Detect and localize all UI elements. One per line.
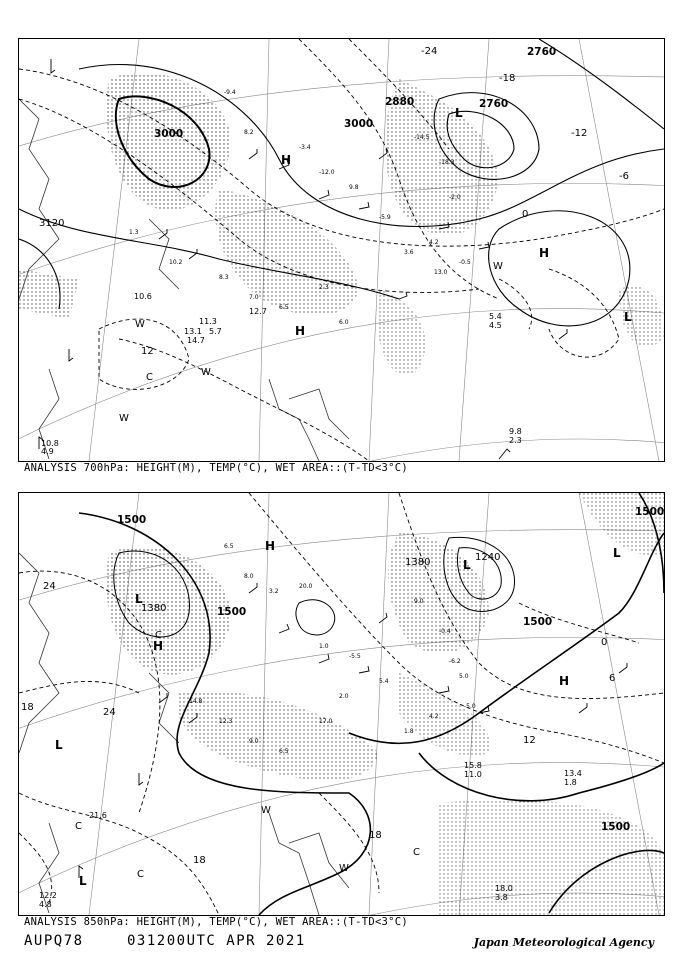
svg-text:-6.2: -6.2 — [449, 658, 461, 665]
valid-time: 031200UTC APR 2021 — [127, 933, 306, 949]
map-850hpa-canvas — [19, 493, 664, 915]
svg-text:9.0: 9.0 — [249, 738, 259, 745]
high-pressure-center: H — [153, 639, 164, 653]
temperature-contour-label: 18 — [193, 855, 206, 866]
svg-text:1.8: 1.8 — [404, 728, 414, 735]
svg-text:-18.3: -18.3 — [439, 159, 455, 166]
station-value: 12.7 — [249, 307, 267, 316]
cold-mark: C — [413, 847, 420, 858]
svg-text:-3.4: -3.4 — [299, 144, 311, 151]
chart-code: AUPQ78 — [24, 933, 84, 949]
svg-text:1.3: 1.3 — [129, 229, 139, 236]
station-value: 12.2 — [39, 891, 57, 900]
high-pressure-center: H — [539, 246, 550, 260]
height-contour-label: 1500 — [601, 821, 631, 833]
svg-text:9.0: 9.0 — [414, 598, 424, 605]
temperature-contour-label: 0 — [522, 209, 529, 220]
station-value: 1.8 — [564, 778, 577, 787]
height-contour-label: 1500 — [635, 506, 664, 518]
high-pressure-center: H — [559, 674, 570, 688]
svg-text:4.2: 4.2 — [429, 713, 439, 720]
height-contour-label: 1380 — [405, 557, 431, 568]
svg-text:12.3: 12.3 — [219, 718, 233, 725]
station-value: 18.0 — [495, 884, 513, 893]
station-value: 9.8 — [509, 427, 522, 436]
svg-text:8.0: 8.0 — [244, 573, 254, 580]
caption-700hpa: ANALYSIS 700hPa: HEIGHT(M), TEMP(°C), WET AREA::(T-TD<3°C) — [24, 462, 409, 474]
station-value: 10.8 — [41, 439, 59, 448]
svg-text:2.3: 2.3 — [319, 284, 329, 291]
svg-text:1.0: 1.0 — [319, 643, 329, 650]
svg-text:-14.5: -14.5 — [414, 134, 430, 141]
height-contour-label: 3000 — [344, 118, 374, 130]
svg-text:3.6: 3.6 — [404, 249, 414, 256]
station-value: 21.6 — [89, 811, 107, 820]
svg-text:2.0: 2.0 — [339, 693, 349, 700]
station-value: 11.3 — [199, 317, 217, 326]
map-700hpa-canvas — [19, 39, 664, 461]
svg-text:10.2: 10.2 — [169, 259, 183, 266]
station-plots-700 — [41, 292, 522, 456]
height-contour-label: 2760 — [479, 98, 509, 110]
high-pressure-center: H — [295, 324, 306, 338]
warm-mark: W — [339, 863, 349, 874]
temperature-contour-label: 18 — [21, 702, 34, 713]
height-contour-label: 1380 — [141, 603, 167, 614]
station-value: 4.9 — [41, 447, 54, 456]
high-pressure-center: H — [281, 153, 292, 167]
station-value: 13.4 — [564, 769, 582, 778]
height-contour-label: 1240 — [475, 552, 501, 563]
station-value: 14.7 — [187, 336, 205, 345]
svg-text:5.0: 5.0 — [459, 673, 469, 680]
svg-text:8.3: 8.3 — [219, 274, 229, 281]
cold-mark: C — [155, 630, 162, 641]
warm-mark: W — [135, 319, 145, 330]
warm-mark: W — [201, 367, 211, 378]
height-contour-label: 1500 — [117, 514, 147, 526]
map-panel-850hpa — [18, 492, 665, 916]
svg-text:-0.5: -0.5 — [459, 259, 471, 266]
station-value: 2.3 — [509, 436, 522, 445]
svg-text:20.0: 20.0 — [299, 583, 313, 590]
svg-text:6.5: 6.5 — [279, 748, 289, 755]
station-value: 5.7 — [209, 327, 222, 336]
station-value: 11.0 — [464, 770, 482, 779]
svg-text:13.0: 13.0 — [434, 269, 448, 276]
cold-mark: C — [75, 821, 82, 832]
warm-mark: W — [261, 805, 271, 816]
svg-text:3.2: 3.2 — [269, 588, 279, 595]
svg-text:-2.0: -2.0 — [449, 194, 461, 201]
temperature-contour-label: -18 — [499, 73, 516, 84]
svg-text:9.8: 9.8 — [349, 184, 359, 191]
station-value: 13.1 — [184, 327, 202, 336]
svg-text:7.0: 7.0 — [249, 294, 259, 301]
low-pressure-center: L — [135, 592, 143, 606]
svg-text:-5.9: -5.9 — [379, 214, 391, 221]
station-value: 5.4 — [489, 312, 502, 321]
caption-850hpa: ANALYSIS 850hPa: HEIGHT(M), TEMP(°C), WET AREA::(T-TD<3°C) — [24, 916, 409, 928]
temperature-contour-label: 12 — [141, 346, 154, 357]
station-value: 4.8 — [39, 900, 52, 909]
agency-name: Japan Meteorological Agency — [473, 936, 654, 949]
svg-text:-5.5: -5.5 — [349, 653, 361, 660]
height-contour-label: 3120 — [39, 218, 65, 229]
station-value: 4.5 — [489, 321, 502, 330]
height-contour-label: 2880 — [385, 96, 415, 108]
svg-text:-9.4: -9.4 — [224, 89, 236, 96]
temperature-contour-label: 24 — [43, 581, 56, 592]
temperature-contour-label: 18 — [369, 830, 382, 841]
low-pressure-center: L — [624, 310, 632, 324]
map-panel-700hpa — [18, 38, 665, 462]
warm-mark: W — [119, 413, 129, 424]
svg-text:17.0: 17.0 — [319, 718, 333, 725]
low-pressure-center: L — [613, 546, 621, 560]
temperature-contour-label: 6 — [609, 673, 616, 684]
high-pressure-center: H — [265, 539, 276, 553]
svg-text:5.4: 5.4 — [379, 678, 389, 685]
warm-mark: W — [493, 261, 503, 272]
svg-text:14.8: 14.8 — [189, 698, 203, 705]
height-contour-label: 2760 — [527, 46, 557, 58]
temperature-contour-label: -24 — [421, 46, 438, 57]
temperature-contour-label: 0 — [601, 637, 608, 648]
station-value: 15.8 — [464, 761, 482, 770]
height-contour-label: 3000 — [154, 128, 184, 140]
height-contour-label: 1500 — [523, 616, 553, 628]
svg-text:-5.0: -5.0 — [464, 703, 476, 710]
svg-text:6.5: 6.5 — [279, 304, 289, 311]
low-pressure-center: L — [55, 738, 63, 752]
temperature-contour-label: 24 — [103, 707, 116, 718]
temperature-contour-label: -6 — [619, 171, 629, 182]
low-pressure-center: L — [79, 874, 87, 888]
height-contour-label: 1500 — [217, 606, 247, 618]
svg-text:8.2: 8.2 — [244, 129, 254, 136]
station-value: 3.8 — [495, 893, 508, 902]
svg-text:6.0: 6.0 — [339, 319, 349, 326]
svg-text:4.2: 4.2 — [429, 239, 439, 246]
station-value: 10.6 — [134, 292, 152, 301]
low-pressure-center: L — [455, 106, 463, 120]
svg-text:-12.0: -12.0 — [319, 169, 335, 176]
svg-text:6.5: 6.5 — [224, 543, 234, 550]
cold-mark: C — [137, 869, 144, 880]
cold-mark: C — [146, 372, 153, 383]
temperature-contour-label: 12 — [523, 735, 536, 746]
temperature-contour-label: -12 — [571, 128, 588, 139]
svg-text:-0.4: -0.4 — [439, 628, 451, 635]
low-pressure-center: L — [463, 558, 471, 572]
